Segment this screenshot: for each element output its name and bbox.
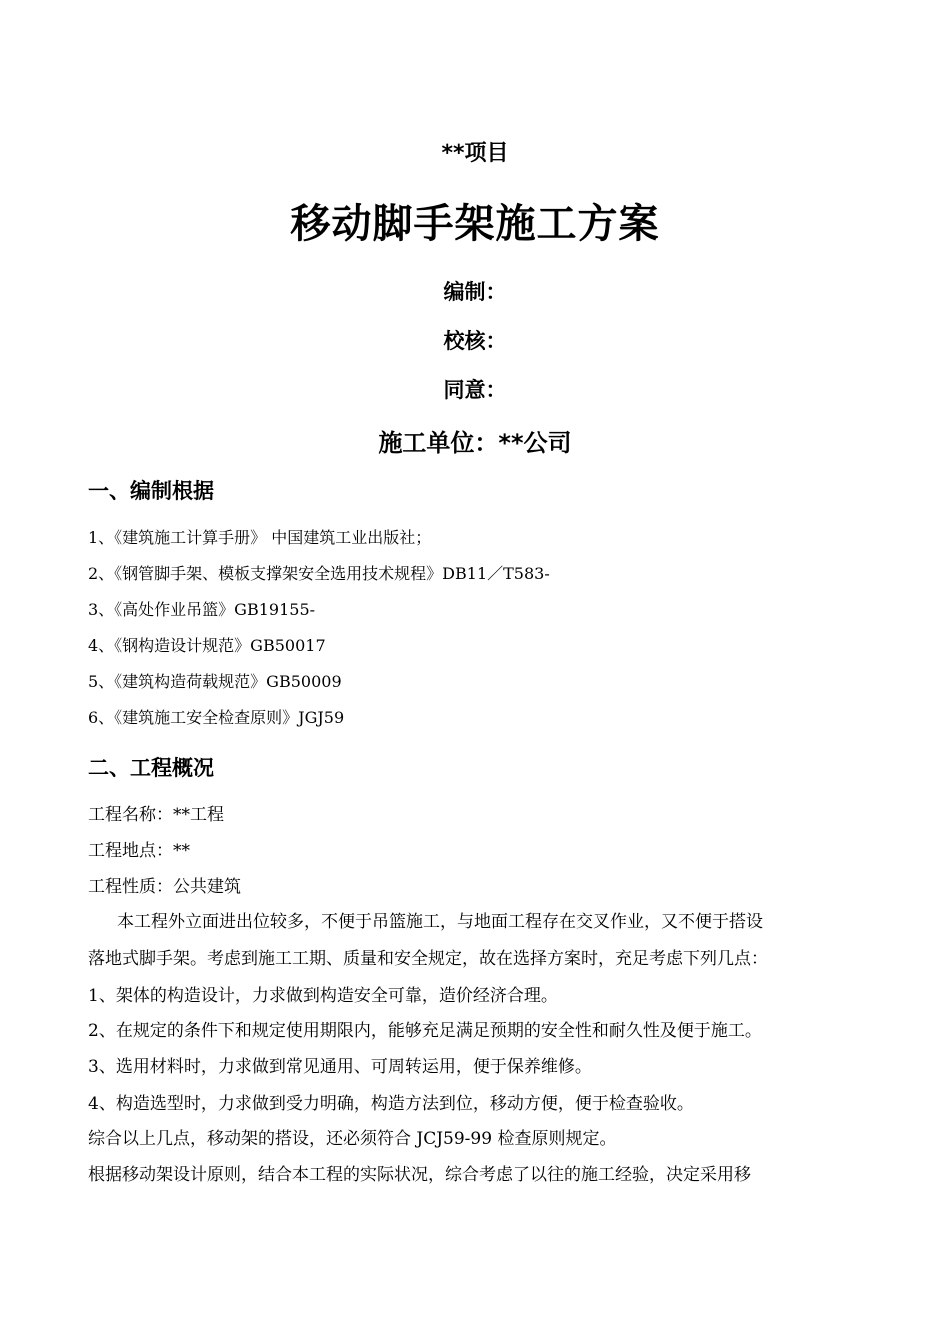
reference-item: 3、《高处作业吊篮》GB19155-	[88, 600, 316, 619]
reference-item: 1、《建筑施工计算手册》 中国建筑工业出版社；	[88, 528, 432, 547]
reference-item: 5、《建筑构造荷载规范》GB50009	[88, 672, 342, 691]
consideration-item: 4、构造选型时，力求做到受力明确，构造方法到位，移动方便，便于检查验收。	[88, 1094, 694, 1114]
section-heading-overview: 二、工程概况	[88, 756, 214, 780]
body-paragraph-line: 本工程外立面进出位较多，不便于吊篮施工，与地面工程存在交叉作业，又不便于搭设	[117, 912, 763, 932]
checker-label: 校核：	[443, 329, 507, 353]
summary-line: 综合以上几点，移动架的搭设，还必须符合 JCJ59-99 检查原则规定。	[88, 1129, 617, 1149]
document-title: 移动脚手架施工方案	[290, 201, 660, 247]
section-heading-basis: 一、编制根据	[88, 479, 214, 503]
approver-label: 同意：	[443, 378, 507, 402]
summary-line: 根据移动架设计原则，结合本工程的实际状况，综合考虑了以往的施工经验，决定采用移	[88, 1165, 751, 1185]
consideration-item: 1、架体的构造设计，力求做到构造安全可靠，造价经济合理。	[88, 986, 558, 1006]
project-name-line: 工程名称：**工程	[88, 805, 224, 825]
consideration-item: 2、在规定的条件下和规定使用期限内，能够充足满足预期的安全性和耐久性及便于施工。	[88, 1021, 762, 1041]
project-nature-line: 工程性质：公共建筑	[88, 877, 241, 897]
reference-item: 2、《钢管脚手架、模板支撑架安全选用技术规程》DB11／T583-	[88, 564, 550, 583]
reference-item: 6、《建筑施工安全检查原则》JGJ59	[88, 708, 345, 727]
construction-unit: 施工单位：**公司	[378, 429, 572, 457]
project-location-line: 工程地点：**	[88, 841, 190, 861]
project-name: **项目	[441, 141, 509, 166]
consideration-item: 3、选用材料时，力求做到常见通用、可周转运用，便于保养维修。	[88, 1057, 592, 1077]
reference-item: 4、《钢构造设计规范》GB50017	[88, 636, 326, 655]
body-paragraph-line: 落地式脚手架。考虑到施工工期、质量和安全规定，故在选择方案时，充足考虑下列几点：	[88, 949, 768, 969]
compiler-label: 编制：	[443, 280, 507, 304]
